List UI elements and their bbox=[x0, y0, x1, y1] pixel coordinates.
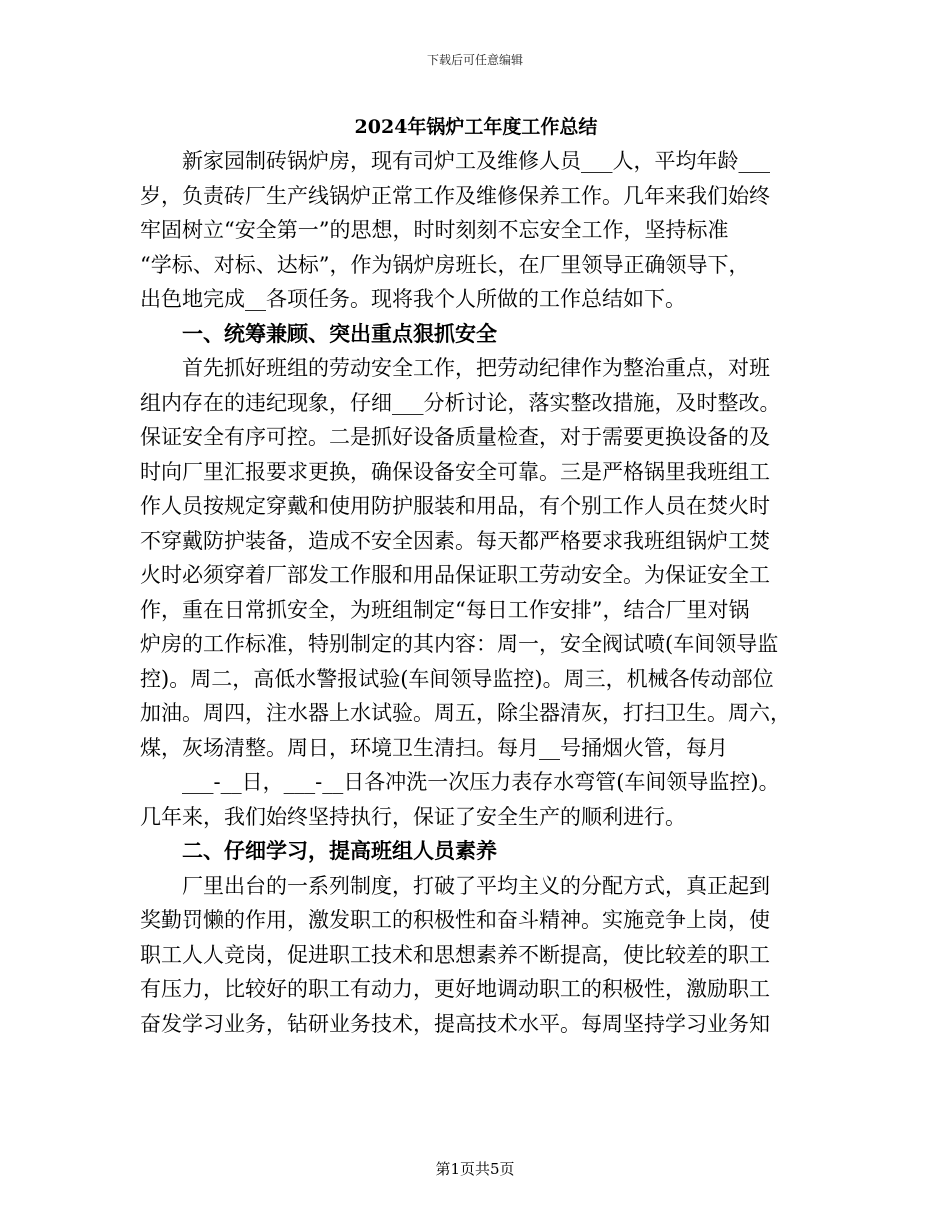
text-line: 岁，负责砖厂生产线锅炉正常工作及维修保养工作。几年来我们始终 bbox=[140, 183, 770, 208]
text-line: 煤，灰场清整。周日，环境卫生清扫。每月__号捅烟火管，每月 bbox=[140, 735, 728, 760]
text-line: 新家园制砖锅炉房，现有司炉工及维修人员___人，平均年龄___ bbox=[182, 149, 770, 173]
page-number-footer: 第1页共5页 bbox=[435, 1160, 515, 1178]
text-line: ___-__日，___-__日各冲洗一次压力表存水弯管(车间领导监控)。 bbox=[182, 770, 780, 794]
text-line: 厂里出台的一系列制度，打破了平均主义的分配方式，真正起到 bbox=[182, 873, 770, 898]
text-line: 奖勤罚懒的作用，激发职工的积极性和奋斗精神。实施竞争上岗，使 bbox=[140, 908, 770, 932]
text-line: 不穿戴防护装备，造成不安全因素。每天都严格要求我班组锅炉工焚 bbox=[140, 528, 770, 553]
text-line: 作人员按规定穿戴和使用防护服装和用品，有个别工作人员在焚火时 bbox=[140, 494, 770, 518]
text-line: 保证安全有序可控。二是抓好设备质量检查，对于需要更换设备的及 bbox=[140, 425, 770, 449]
text-line: 组内存在的违纪现象，仔细___分析讨论，落实整改措施，及时整改。 bbox=[140, 390, 781, 415]
text-line: 出色地完成__各项任务。现将我个人所做的工作总结如下。 bbox=[140, 287, 686, 311]
text-line: 炉房的工作标准，特别制定的其内容：周一，安全阀试喷(车间领导监 bbox=[140, 632, 779, 656]
section-heading: 一、统筹兼顾、突出重点狠抓安全 bbox=[182, 320, 497, 346]
document-title: 2024年锅炉工年度工作总结 bbox=[354, 116, 598, 138]
text-line: “学标、对标、达标”，作为锅炉房班长，在厂里领导正确领导下， bbox=[140, 252, 750, 277]
document-body bbox=[140, 110, 812, 1041]
text-line: 牢固树立“安全第一”的思想，时时刻刻不忘安全工作，坚持标准 bbox=[140, 218, 729, 242]
text-line: 时向厂里汇报要求更换，确保设备安全可靠。三是严格锅里我班组工 bbox=[140, 459, 770, 484]
text-line: 首先抓好班组的劳动安全工作，把劳动纪律作为整治重点，对班 bbox=[182, 356, 770, 380]
text-line: 有压力，比较好的职工有动力，更好地调动职工的积极性，激励职工 bbox=[140, 977, 770, 1001]
section-heading: 二、仔细学习，提高班组人员素养 bbox=[182, 838, 497, 863]
text-line: 奋发学习业务，钻研业务技术，提高技术水平。每周坚持学习业务知 bbox=[140, 1011, 770, 1036]
page-header-note: 下载后可任意编辑 bbox=[426, 53, 523, 67]
text-line: 火时必须穿着厂部发工作服和用品保证职工劳动安全。为保证安全工 bbox=[140, 563, 770, 587]
text-line: 职工人人竞岗，促进职工技术和思想素养不断提高，使比较差的职工 bbox=[140, 942, 770, 967]
text-line: 几年来，我们始终坚持执行，保证了安全生产的顺利进行。 bbox=[140, 804, 686, 829]
text-line: 作，重在日常抓安全，为班组制定“每日工作安排”，结合厂里对锅 bbox=[140, 597, 750, 622]
document-text bbox=[140, 144, 812, 1041]
text-line: 加油。周四，注水器上水试验。周五，除尘器清灰，打扫卫生。周六， bbox=[140, 701, 791, 725]
text-line: 控)。周二，高低水警报试验(车间领导监控)。周三，机械各传动部位 bbox=[140, 666, 774, 691]
